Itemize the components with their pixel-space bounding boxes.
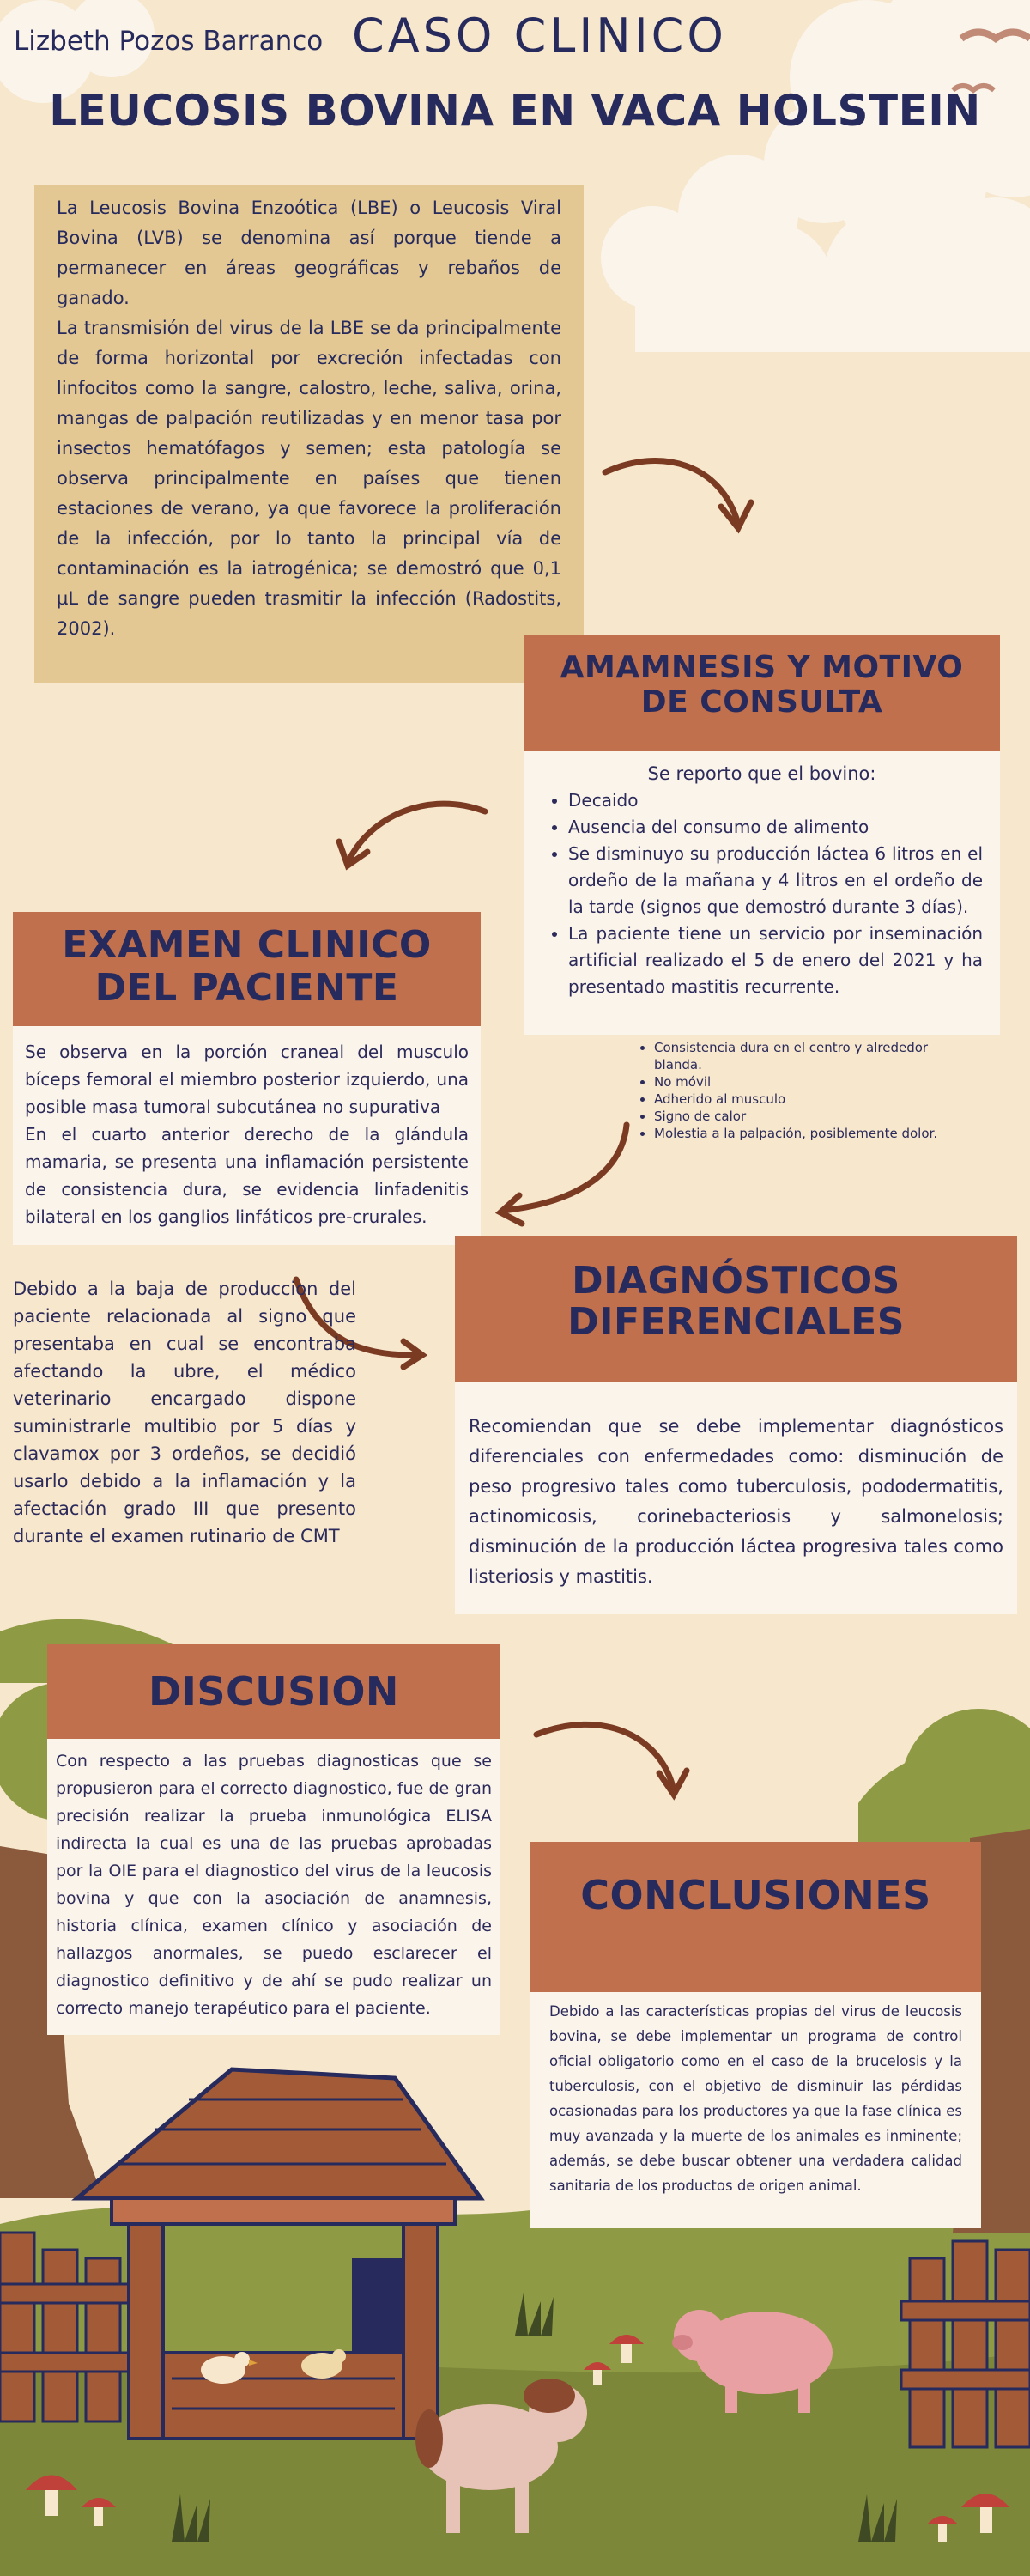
list-item: • Consistencia dura en el centro y alrededor blanda. [654, 1039, 978, 1073]
examen-box [13, 1026, 481, 1245]
arrow-icon [500, 1125, 627, 1224]
list-item: • No móvil [654, 1073, 978, 1091]
fence-left [0, 2233, 129, 2421]
examen-header [13, 912, 481, 1026]
list-item: • Se disminuyo su producción láctea 6 litros en el ordeño de la mañana y 4 litros en el ordeño de la tarde (signos que demostró durante 3 días). [568, 841, 983, 920]
anamnesis-header [524, 635, 1000, 751]
intro-paragraph: La transmisión del virus de la LBE se da principalmente de forma horizontal por excreción infectadas con linfocitos como la sangre, calostro, leche, saliva, orina, mangas de palpación reutilizadas y en menor tasa por insectos hematófagos y semen; esta patología se observa principalmente en países que tienen estaciones de verano, ya que favorece la proliferación de la infección, por lo tanto la principal vía de contaminación es la iatrogénica; se demostró que 0,1 µL de sangre pueden trasmitir la infección (Radostits, 2002). [57, 318, 561, 639]
list-item: • Ausencia del consumo de alimento [568, 814, 983, 841]
signs-list [635, 1039, 978, 1142]
page-title: LEUCOSIS BOVINA EN VACA HOLSTEIN [49, 86, 981, 136]
discusion-box [47, 1739, 500, 2035]
section-title: DE CONSULTA [640, 684, 883, 720]
list-item: • La paciente tiene un servicio por inseminación artificial realizado el 5 de enero del 2021 y ha presentado mastitis recurrente. [568, 920, 983, 1000]
intro-box [34, 185, 584, 683]
section-title: AMAMNESIS Y MOTIVO [560, 650, 964, 685]
author-name: Lizbeth Pozos Barranco [14, 26, 324, 57]
list-item: • Signo de calor [654, 1108, 978, 1125]
list-item: • Decaido [568, 787, 983, 814]
discusion-paragraph: Con respecto a las pruebas diagnosticas que se propusieron para el correcto diagnostico, fue de gran precisión realizar la prueba inmunológica ELISA indirecta la cual es una de las pruebas aprobadas por la OIE para el diagnostico del virus de la leucosis bovina y que con la asociación de anamnesis, historia clínica, examen clínico y asociación de hallazgos anormales, se puedo esclarecer el diagnostico definitivo y de ahí se pudo realizar un correcto manejo terapéutico para el paciente. [56, 1752, 492, 2018]
discusion-header [47, 1644, 500, 1739]
arrow-icon [605, 461, 751, 529]
list-item: • Molestia a la palpación, posiblemente dolor. [654, 1125, 978, 1142]
diagnosticos-header [455, 1236, 1017, 1382]
section-title: DISCUSION [148, 1668, 399, 1715]
examen-paragraph: En el cuarto anterior derecho de la glándula mamaria, se presenta una inflamación persistente de consistencia dura, se evidencia linfadenitis bilateral en los ganglios linfáticos pre-crurales. [25, 1124, 469, 1227]
conclusiones-box [530, 1992, 981, 2228]
conclusiones-paragraph: Debido a las características propias del virus de leucosis bovina, se debe implementar un programa de control oficial obligatorio como en el caso de la brucelosis y la tuberculosis, con el objetivo de disminuir las pérdidas ocasionadas para los productores ya que la fase clínica es muy avanzada y la muerte de los animales es inminente; además, se debe buscar obtener una verdadera calidad sanitaria de los productos de origen animal. [549, 2003, 962, 2194]
fence-right [901, 2241, 1030, 2447]
arrow-icon [339, 804, 485, 866]
intro-paragraph: La Leucosis Bovina Enzoótica (LBE) o Leucosis Viral Bovina (LVB) se denomina así porque tiende a permanecer en áreas geográficas y rebaños de ganado. [57, 197, 561, 308]
section-title: DIFERENCIALES [567, 1300, 905, 1344]
treatment-text: Debido a la baja de produccion del paciente relacionada al signo que presentaba en cual se encontraba afectando la ubre, el médico veterinario encargado dispone suministrarle multibio por 5 días y clavamox por 3 ordeños, se decidió usarlo debido a la inflamación y la afectación grado III que presento durante el examen rutinario de CMT [13, 1279, 356, 1546]
diagnosticos-paragraph: Recomiendan que se debe implementar diagnósticos diferenciales con enfermedades como: disminución de peso progresivo tales como tuberculosis, pododermatitis, actinomicosis, corinebacteriosis y salmonelosis; disminución de la producción láctea progresiva tales como listeriosis y mastitis. [469, 1416, 1003, 1587]
conclusiones-header [530, 1842, 981, 1992]
section-title: EXAMEN CLINICO [62, 923, 432, 967]
diagnosticos-box [455, 1382, 1017, 1614]
arrow-icon [536, 1724, 687, 1795]
section-title: CONCLUSIONES [580, 1872, 931, 1918]
examen-paragraph: Se observa en la porción craneal del musculo bíceps femoral el miembro posterior izquierdo, una posible masa tumoral subcutánea no supurativa [25, 1042, 469, 1117]
anamnesis-box [524, 751, 1000, 1035]
anamnesis-lead: Se reporto que el bovino: [647, 763, 876, 784]
list-item: • Adherido al musculo [654, 1091, 978, 1108]
section-title: DIAGNÓSTICOS [572, 1259, 900, 1303]
section-title: DEL PACIENTE [94, 966, 399, 1010]
kicker-text: CASO CLINICO [352, 9, 727, 63]
